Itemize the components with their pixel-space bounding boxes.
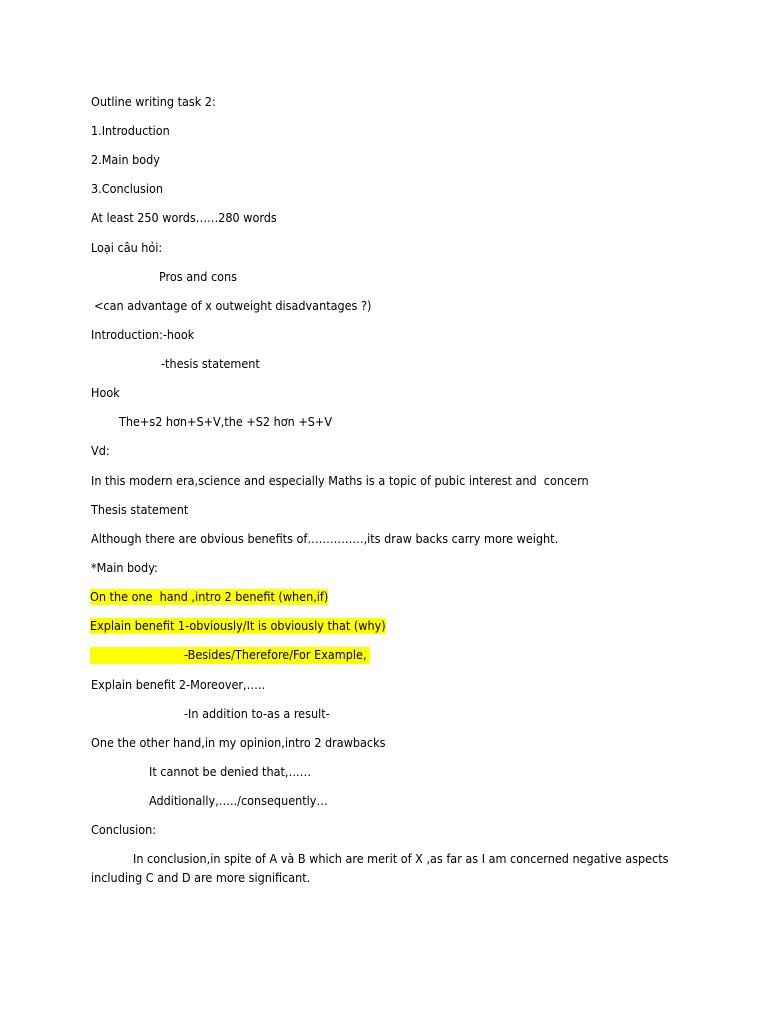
outline-title: Outline writing task 2: <box>91 94 216 109</box>
main-body-line-8: Additionally,…../consequently… <box>149 793 328 808</box>
hook-formula: The+s2 hơn+S+V,the +S2 hơn +S+V <box>119 414 333 429</box>
question-example: <can advantage of x outweight disadvantages ?) <box>94 298 372 313</box>
conclusion-heading: Conclusion: <box>91 822 157 837</box>
intro-hook-line: Introduction:-hook <box>91 327 195 342</box>
question-type-label: Loại câu hỏi: <box>91 240 163 255</box>
hook-heading: Hook <box>91 385 120 400</box>
thesis-heading: Thesis statement <box>91 502 189 517</box>
main-body-line-5: -In addition to-as a result- <box>184 706 330 721</box>
main-body-line-6: One the other hand,in my opinion,intro 2 drawbacks <box>91 735 386 750</box>
thesis-sentence: Although there are obvious benefits of……………,its draw backs carry more weight. <box>91 531 559 546</box>
word-count-note: At least 250 words……280 words <box>91 210 277 225</box>
conclusion-line-2: including C and D are more significant. <box>91 870 311 885</box>
question-type-value: Pros and cons <box>159 269 237 284</box>
example-sentence: In this modern era,science and especially Maths is a topic of pubic interest and concern <box>91 473 589 488</box>
main-body-line-3: -Besides/Therefore/For Example, <box>184 647 367 662</box>
main-body-line-2: Explain benefit 1-obviously/It is obviously that (why) <box>90 618 386 633</box>
example-label: Vd: <box>91 443 110 458</box>
main-body-heading: *Main body: <box>91 560 158 575</box>
outline-item-introduction: 1.Introduction <box>91 123 170 138</box>
outline-item-conclusion: 3.Conclusion <box>91 181 164 196</box>
main-body-line-7: It cannot be denied that,…… <box>149 764 311 779</box>
main-body-line-1: On the one hand ,intro 2 benefit (when,if) <box>90 589 329 604</box>
intro-thesis-line: -thesis statement <box>161 356 260 371</box>
outline-item-main-body: 2.Main body <box>91 152 160 167</box>
main-body-line-4: Explain benefit 2-Moreover,….. <box>91 677 266 692</box>
conclusion-line-1: In conclusion,in spite of A và B which are merit of X ,as far as I am concerned negative aspects <box>133 851 669 866</box>
